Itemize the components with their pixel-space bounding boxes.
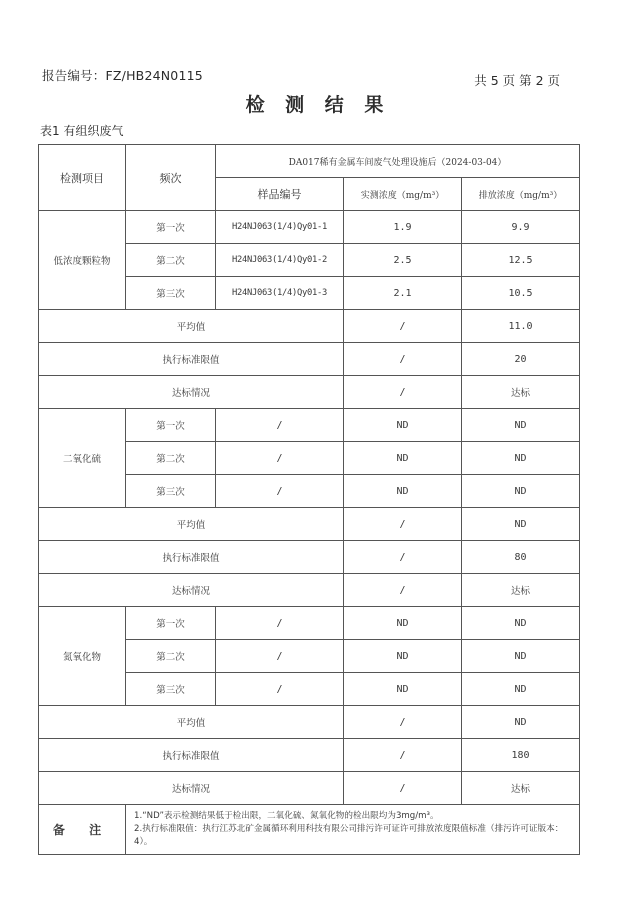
frequency-cell: 第二次 [126, 244, 216, 277]
frequency-cell: 第三次 [126, 475, 216, 508]
notes-row [39, 805, 580, 855]
average-row [39, 310, 580, 343]
emission-cell: 达标 [462, 772, 580, 805]
frequency-cell: 第三次 [126, 673, 216, 706]
average-label: 平均值 [39, 508, 344, 541]
sample-id-cell: H24NJ063(1/4)Qy01-1 [216, 211, 344, 244]
page-info: 共 5 页 第 2 页 [474, 73, 560, 88]
measured-cell: / [344, 376, 462, 409]
emission-cell: ND [462, 640, 580, 673]
measured-cell: ND [344, 607, 462, 640]
status-row [39, 376, 580, 409]
limit-row [39, 739, 580, 772]
sample-id-cell: / [216, 409, 344, 442]
frequency-cell: 第二次 [126, 442, 216, 475]
page-title: 检 测 结 果 [245, 94, 391, 116]
frequency-cell: 第一次 [126, 211, 216, 244]
sample-id-cell: H24NJ063(1/4)Qy01-2 [216, 244, 344, 277]
status-label: 达标情况 [39, 574, 344, 607]
measured-cell: / [344, 310, 462, 343]
emission-cell: ND [462, 409, 580, 442]
emission-cell: 180 [462, 739, 580, 772]
emission-cell: 20 [462, 343, 580, 376]
frequency-cell: 第二次 [126, 640, 216, 673]
status-label: 达标情况 [39, 772, 344, 805]
average-row [39, 706, 580, 739]
measured-cell: / [344, 706, 462, 739]
header-frequency: 频次 [126, 145, 216, 211]
measured-cell: 2.5 [344, 244, 462, 277]
header-emission-conc: 排放浓度（mg/m³） [462, 178, 580, 211]
item-name: 二氧化硫 [39, 409, 126, 508]
sample-id-cell: / [216, 442, 344, 475]
status-label: 达标情况 [39, 376, 344, 409]
sample-id-cell: H24NJ063(1/4)Qy01-3 [216, 277, 344, 310]
frequency-cell: 第一次 [126, 607, 216, 640]
limit-row [39, 541, 580, 574]
average-row [39, 508, 580, 541]
results-table [38, 144, 580, 855]
frequency-cell: 第一次 [126, 409, 216, 442]
limit-row [39, 343, 580, 376]
emission-cell: 11.0 [462, 310, 580, 343]
emission-cell: 12.5 [462, 244, 580, 277]
emission-cell: ND [462, 706, 580, 739]
measured-cell: 1.9 [344, 211, 462, 244]
measured-cell: / [344, 541, 462, 574]
emission-cell: 达标 [462, 376, 580, 409]
limit-label: 执行标准限值 [39, 343, 344, 376]
header-measured-conc: 实测浓度（mg/m³） [344, 178, 462, 211]
emission-cell: ND [462, 508, 580, 541]
note-line: 2.执行标准限值：执行江苏北矿金属循环利用科技有限公司排污许可证许可排放浓度限值标准（排污许可证版本：4）。 [134, 824, 564, 847]
emission-cell: ND [462, 607, 580, 640]
measured-cell: / [344, 574, 462, 607]
report-number: 报告编号：FZ/HB24N0115 [42, 68, 203, 83]
emission-cell: 80 [462, 541, 580, 574]
measured-cell: / [344, 739, 462, 772]
measured-cell: / [344, 508, 462, 541]
average-label: 平均值 [39, 310, 344, 343]
emission-cell: ND [462, 475, 580, 508]
item-name: 低浓度颗粒物 [39, 211, 126, 310]
table-caption: 表1 有组织废气 [40, 124, 124, 138]
header-test-item: 检测项目 [39, 145, 126, 211]
header-sampling-point: DA017稀有金属车间废气处理设施后（2024-03-04） [216, 145, 580, 178]
measured-cell: ND [344, 673, 462, 706]
measured-cell: ND [344, 442, 462, 475]
notes-content [126, 805, 580, 855]
emission-cell: ND [462, 673, 580, 706]
measured-cell: / [344, 343, 462, 376]
status-row [39, 772, 580, 805]
emission-cell: ND [462, 442, 580, 475]
measured-cell: ND [344, 640, 462, 673]
average-label: 平均值 [39, 706, 344, 739]
emission-cell: 10.5 [462, 277, 580, 310]
measured-cell: ND [344, 475, 462, 508]
measured-cell: / [344, 772, 462, 805]
notes-label: 备 注 [39, 805, 126, 855]
measured-cell: ND [344, 409, 462, 442]
status-row [39, 574, 580, 607]
header-sample-id: 样品编号 [216, 178, 344, 211]
limit-label: 执行标准限值 [39, 739, 344, 772]
limit-label: 执行标准限值 [39, 541, 344, 574]
table-row [39, 211, 580, 244]
sample-id-cell: / [216, 640, 344, 673]
item-name: 氮氧化物 [39, 607, 126, 706]
table-row [39, 607, 580, 640]
sample-id-cell: / [216, 475, 344, 508]
note-line: 1.“ND”表示检测结果低于检出限，二氧化硫、氮氧化物的检出限均为3mg/m³。 [134, 811, 439, 821]
frequency-cell: 第三次 [126, 277, 216, 310]
measured-cell: 2.1 [344, 277, 462, 310]
table-row [39, 409, 580, 442]
emission-cell: 达标 [462, 574, 580, 607]
sample-id-cell: / [216, 607, 344, 640]
emission-cell: 9.9 [462, 211, 580, 244]
sample-id-cell: / [216, 673, 344, 706]
